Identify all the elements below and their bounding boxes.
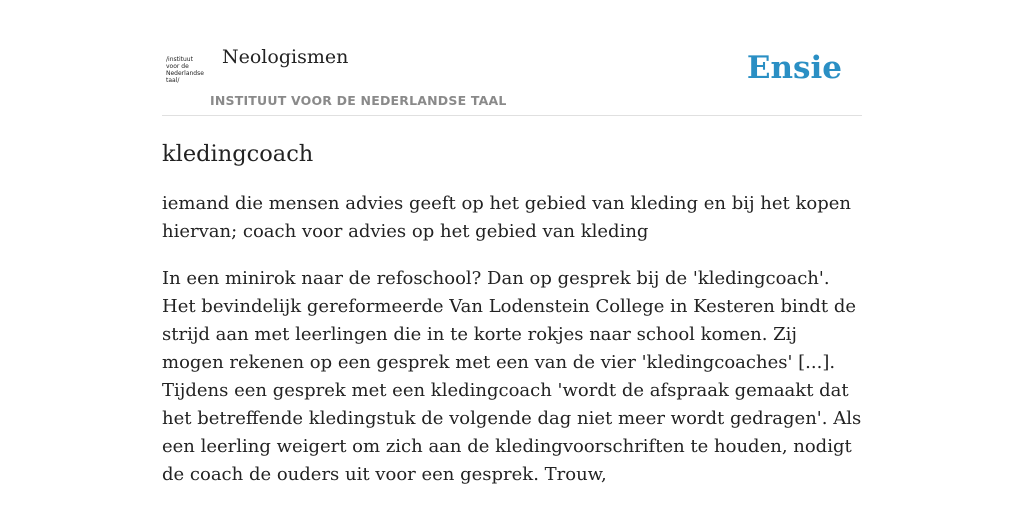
entry-header xyxy=(162,40,862,116)
logo-line: Nederlandse xyxy=(166,70,204,77)
source-logo[interactable] xyxy=(166,56,208,90)
entry-word: kledingcoach xyxy=(162,141,314,167)
entry-definition: iemand die mensen advies geeft op het gebied van kleding en bij het kopen hiervan; coach voor advies op het gebied van kleding xyxy=(162,193,851,242)
logo-line: voor de xyxy=(166,63,189,70)
logo-line: /instituut xyxy=(166,56,193,63)
ensie-logo[interactable]: Ensie xyxy=(746,50,842,86)
logo-line: taal/ xyxy=(166,77,180,84)
entry-card xyxy=(162,40,862,489)
source-organization: INSTITUUT VOOR DE NEDERLANDSE TAAL xyxy=(210,93,507,108)
entry-quote: In een minirok naar de refoschool? Dan op gesprek bij de 'kledingcoach'. Het bevindelijk gereformeerde Van Lodenstein College in Kesteren bindt de strijd aan met leerlingen die in te korte rokjes naar school komen. Zij mogen rekenen op een gesprek met een van de vier 'kledingcoaches' [...]. Tijdens een gesprek met een kledingcoach 'wordt de afspraak gemaakt dat het betreffende kledingstuk de volgende dag niet meer wordt gedragen'. Als een leerling weigert om zich aan de kledingvoorschriften te houden, nodigt de coach de ouders uit voor een gesprek. Trouw, xyxy=(162,268,862,485)
source-name-link[interactable]: Neologismen xyxy=(222,46,349,68)
